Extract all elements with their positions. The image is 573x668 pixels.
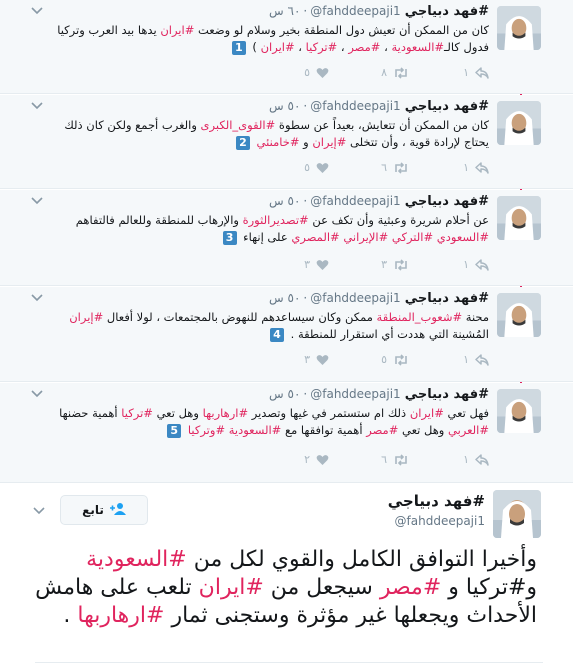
author-name[interactable]: #فهد دبياجي	[404, 194, 489, 209]
hashtag-link[interactable]: #القوى_الكبرى	[200, 118, 276, 132]
tweet-header	[269, 194, 489, 209]
reply-button[interactable]	[463, 161, 489, 174]
tweet-text-segment: والإرهاب للمنطقة وللعالم فالتفاهم	[75, 213, 243, 227]
author-handle[interactable]: @fahddeepaji1	[310, 387, 401, 401]
tweet-header	[269, 4, 489, 19]
tweet-text-segment: و	[299, 135, 313, 149]
hashtag-link[interactable]: #ايران	[198, 575, 264, 600]
author-handle[interactable]: @fahddeepaji1	[310, 4, 401, 18]
hashtag-link[interactable]: #وتركيا	[187, 423, 226, 437]
separator-dot: ·	[303, 4, 308, 18]
replies-count: ١	[463, 161, 469, 174]
tweet-text-segment: )	[248, 40, 261, 54]
author-handle[interactable]: @fahddeepaji1	[310, 194, 401, 208]
reply-icon	[475, 259, 489, 271]
retweet-icon	[393, 259, 409, 271]
hashtag-link[interactable]: #شعوب_المنطقة	[376, 310, 463, 324]
number-badge: 1	[232, 41, 246, 55]
hashtag-link[interactable]: #تصديرالثورة	[242, 213, 309, 227]
avatar[interactable]	[497, 196, 541, 240]
timestamp[interactable]: ٥٠ س	[269, 99, 301, 113]
retweets-count: ٨	[381, 66, 387, 79]
replies-count: ١	[463, 353, 469, 366]
tweet-text-segment: عن أحلام شريرة وعبثية وأن تكف عن	[308, 213, 489, 227]
avatar[interactable]	[497, 293, 541, 337]
likes-count: ٥	[304, 161, 310, 174]
chevron-down-icon[interactable]	[31, 291, 43, 305]
divider	[35, 662, 543, 663]
author-name[interactable]: #فهد دبياجي	[387, 492, 485, 510]
tweet-text	[49, 22, 489, 56]
hashtag-link[interactable]: #مصر	[379, 575, 442, 600]
tweet-text-segment: والغرب أجمع ولكن كان ذلك يحتاج لإرادة قوية ، وأن تتخلى	[64, 118, 489, 149]
timestamp[interactable]: ٥٠ س	[269, 387, 301, 401]
chevron-down-icon[interactable]	[31, 194, 43, 208]
number-badge: 3	[223, 231, 237, 245]
like-button[interactable]	[304, 258, 329, 271]
tweet-text-segment: يدها بيد العرب وتركيا فدول كالـ	[57, 23, 489, 54]
retweet-icon	[393, 354, 409, 366]
like-button[interactable]	[304, 353, 329, 366]
hashtag-link[interactable]: #السعودية	[391, 40, 445, 54]
heart-icon	[316, 454, 329, 466]
tweet-text-segment: تلعب على هامش الأحداث ويجعلها غير مؤثرة وستجنى ثمار	[35, 575, 537, 628]
chevron-down-icon[interactable]	[31, 4, 43, 18]
tweet-header	[269, 99, 489, 114]
retweets-count: ٦	[381, 161, 387, 174]
hashtag-link[interactable]: #إيران	[312, 135, 347, 149]
hashtag-link[interactable]: #الإيراني	[343, 230, 389, 244]
retweet-icon	[393, 67, 409, 79]
retweet-button[interactable]	[381, 453, 409, 466]
tweet-text-segment: .	[63, 603, 78, 628]
like-button[interactable]	[304, 66, 329, 79]
thread-tweet-2[interactable]	[0, 95, 573, 189]
tweet-text	[49, 117, 489, 151]
author-name[interactable]: #فهد دبياجي	[404, 99, 489, 114]
avatar[interactable]	[497, 101, 541, 145]
hashtag-link[interactable]: #العربي	[447, 423, 489, 437]
tweet-text-segment: على إنهاء	[239, 230, 292, 244]
reply-button[interactable]	[463, 258, 489, 271]
tweet-text-segment: وهل تعي	[152, 406, 203, 420]
thread-tweet-5[interactable]	[0, 383, 573, 483]
hashtag-link[interactable]: #تركيا	[121, 406, 153, 420]
tweet-text-segment: وهل تعي	[398, 423, 448, 437]
reply-icon	[475, 162, 489, 174]
separator-dot: ·	[303, 291, 308, 305]
tweet-text-segment: كان من الممكن أن تتعايش، بعيداً عن سطوة	[275, 118, 489, 132]
hashtag-link[interactable]: #السعودي	[436, 230, 489, 244]
number-badge: 4	[270, 328, 284, 342]
tweet-text	[17, 546, 537, 630]
avatar[interactable]	[493, 490, 541, 538]
thread-tweet-1[interactable]	[0, 0, 573, 94]
replies-count: ١	[463, 66, 469, 79]
hashtag-link[interactable]: #التركي	[391, 230, 434, 244]
likes-count: ٢	[304, 453, 310, 466]
author-name[interactable]: #فهد دبياجي	[404, 4, 489, 19]
reply-button[interactable]	[463, 353, 489, 366]
separator-dot: ·	[303, 387, 308, 401]
reply-icon	[475, 454, 489, 466]
retweet-icon	[393, 162, 409, 174]
chevron-down-icon[interactable]	[31, 387, 43, 401]
author-name[interactable]: #فهد دبياجي	[404, 387, 489, 402]
author-handle[interactable]: @fahddeepaji1	[310, 291, 401, 305]
timestamp[interactable]: ٥٠ س	[269, 291, 301, 305]
tweet-text-segment: ،	[294, 40, 306, 54]
add-user-icon	[110, 502, 126, 519]
retweets-count: ٦	[381, 453, 387, 466]
tweet-text-segment: أهمية حضنها	[59, 406, 122, 420]
heart-icon	[316, 67, 329, 79]
number-badge: 5	[167, 424, 181, 438]
chevron-down-icon[interactable]	[33, 504, 45, 518]
avatar[interactable]	[497, 6, 541, 50]
replies-count: ١	[463, 453, 469, 466]
heart-icon	[316, 162, 329, 174]
hashtag-link[interactable]: #ايران	[409, 406, 444, 420]
heart-icon	[316, 259, 329, 271]
retweet-button[interactable]	[381, 258, 409, 271]
hashtag-link[interactable]: #إيران	[69, 310, 104, 324]
retweets-count: ٥	[381, 353, 387, 366]
tweet-text	[49, 309, 489, 343]
retweets-count: ٣	[381, 258, 387, 271]
reply-button[interactable]	[463, 66, 489, 79]
hashtag-link[interactable]: #خامنئي	[256, 135, 300, 149]
tweet-text-segment: المُشينة التي هددت أي استقرار للمنطقة .	[286, 327, 489, 341]
main-tweet	[0, 484, 573, 668]
heart-icon	[316, 354, 329, 366]
number-badge: 2	[236, 136, 250, 150]
hashtag-link[interactable]: #تركيا	[305, 40, 338, 54]
like-button[interactable]	[304, 453, 329, 466]
reply-button[interactable]	[463, 453, 489, 466]
tweet-text-segment: ذلك ام ستستمر في غيها وتصدير	[248, 406, 410, 420]
hashtag-link[interactable]: #مصر	[366, 423, 399, 437]
tweet-actions	[249, 161, 489, 177]
likes-count: ٥	[304, 66, 310, 79]
hashtag-link[interactable]: #ايران	[260, 40, 295, 54]
reply-icon	[475, 67, 489, 79]
tweet-header	[269, 387, 489, 402]
hashtag-link[interactable]: #ارهاربها	[77, 603, 165, 628]
reply-icon	[475, 354, 489, 366]
avatar[interactable]	[497, 389, 541, 433]
thread-tweet-4[interactable]	[0, 287, 573, 382]
tweet-actions	[249, 66, 489, 82]
tweet-text-segment: كان من الممكن أن تعيش دول المنطقة بخير وسلام لو وضعت	[194, 23, 489, 37]
replies-count: ١	[463, 258, 469, 271]
tweet-actions	[249, 453, 489, 469]
like-button[interactable]	[304, 161, 329, 174]
hashtag-link[interactable]: #المصري	[291, 230, 340, 244]
likes-count: ٣	[304, 353, 310, 366]
tweet-text-segment: محنة	[462, 310, 489, 324]
tweet-text-segment: أهمية توافقها مع	[281, 423, 367, 437]
tweet-actions	[249, 258, 489, 274]
timestamp[interactable]: ٥٠ س	[269, 194, 301, 208]
thread-tweet-3[interactable]	[0, 190, 573, 286]
retweet-button[interactable]	[381, 161, 409, 174]
tweet-text-segment: وأخيرا التوافق الكامل والقوي لكل من	[186, 547, 537, 572]
hashtag-link[interactable]: #مصر	[348, 40, 381, 54]
tweet-text-segment: ،	[380, 40, 392, 54]
follow-label: تابع	[82, 503, 104, 517]
retweet-button[interactable]	[381, 66, 409, 79]
tweet-text	[49, 212, 489, 246]
separator-dot: ·	[303, 99, 308, 113]
follow-button[interactable]	[60, 495, 148, 525]
tweet-text-segment: ممكن وكان سيساعدهم للنهوض بالمجتمعات ، لولا أفعال	[103, 310, 377, 324]
likes-count: ٣	[304, 258, 310, 271]
hashtag-link[interactable]: #ارهاربها	[202, 406, 249, 420]
retweet-icon	[393, 454, 409, 466]
hashtag-link[interactable]: #السعودية	[228, 423, 282, 437]
timestamp[interactable]: ٦٠ س	[269, 4, 301, 18]
chevron-down-icon[interactable]	[31, 99, 43, 113]
retweet-button[interactable]	[381, 353, 409, 366]
tweet-text-segment: ،	[337, 40, 349, 54]
author-name[interactable]: #فهد دبياجي	[404, 291, 489, 306]
tweet-header	[269, 291, 489, 306]
hashtag-link[interactable]: #ايران	[160, 23, 195, 37]
separator-dot: ·	[303, 194, 308, 208]
tweet-text	[49, 405, 489, 439]
tweet-text-segment: سيجعل من	[263, 575, 380, 600]
tweet-text-segment: فهل تعي	[443, 406, 489, 420]
author-handle[interactable]: @fahddeepaji1	[394, 514, 485, 528]
tweet-actions	[249, 353, 489, 369]
hashtag-link[interactable]: #السعودية	[86, 547, 187, 572]
author-handle[interactable]: @fahddeepaji1	[310, 99, 401, 113]
tweet-text-segment: و#تركيا و	[441, 575, 537, 600]
